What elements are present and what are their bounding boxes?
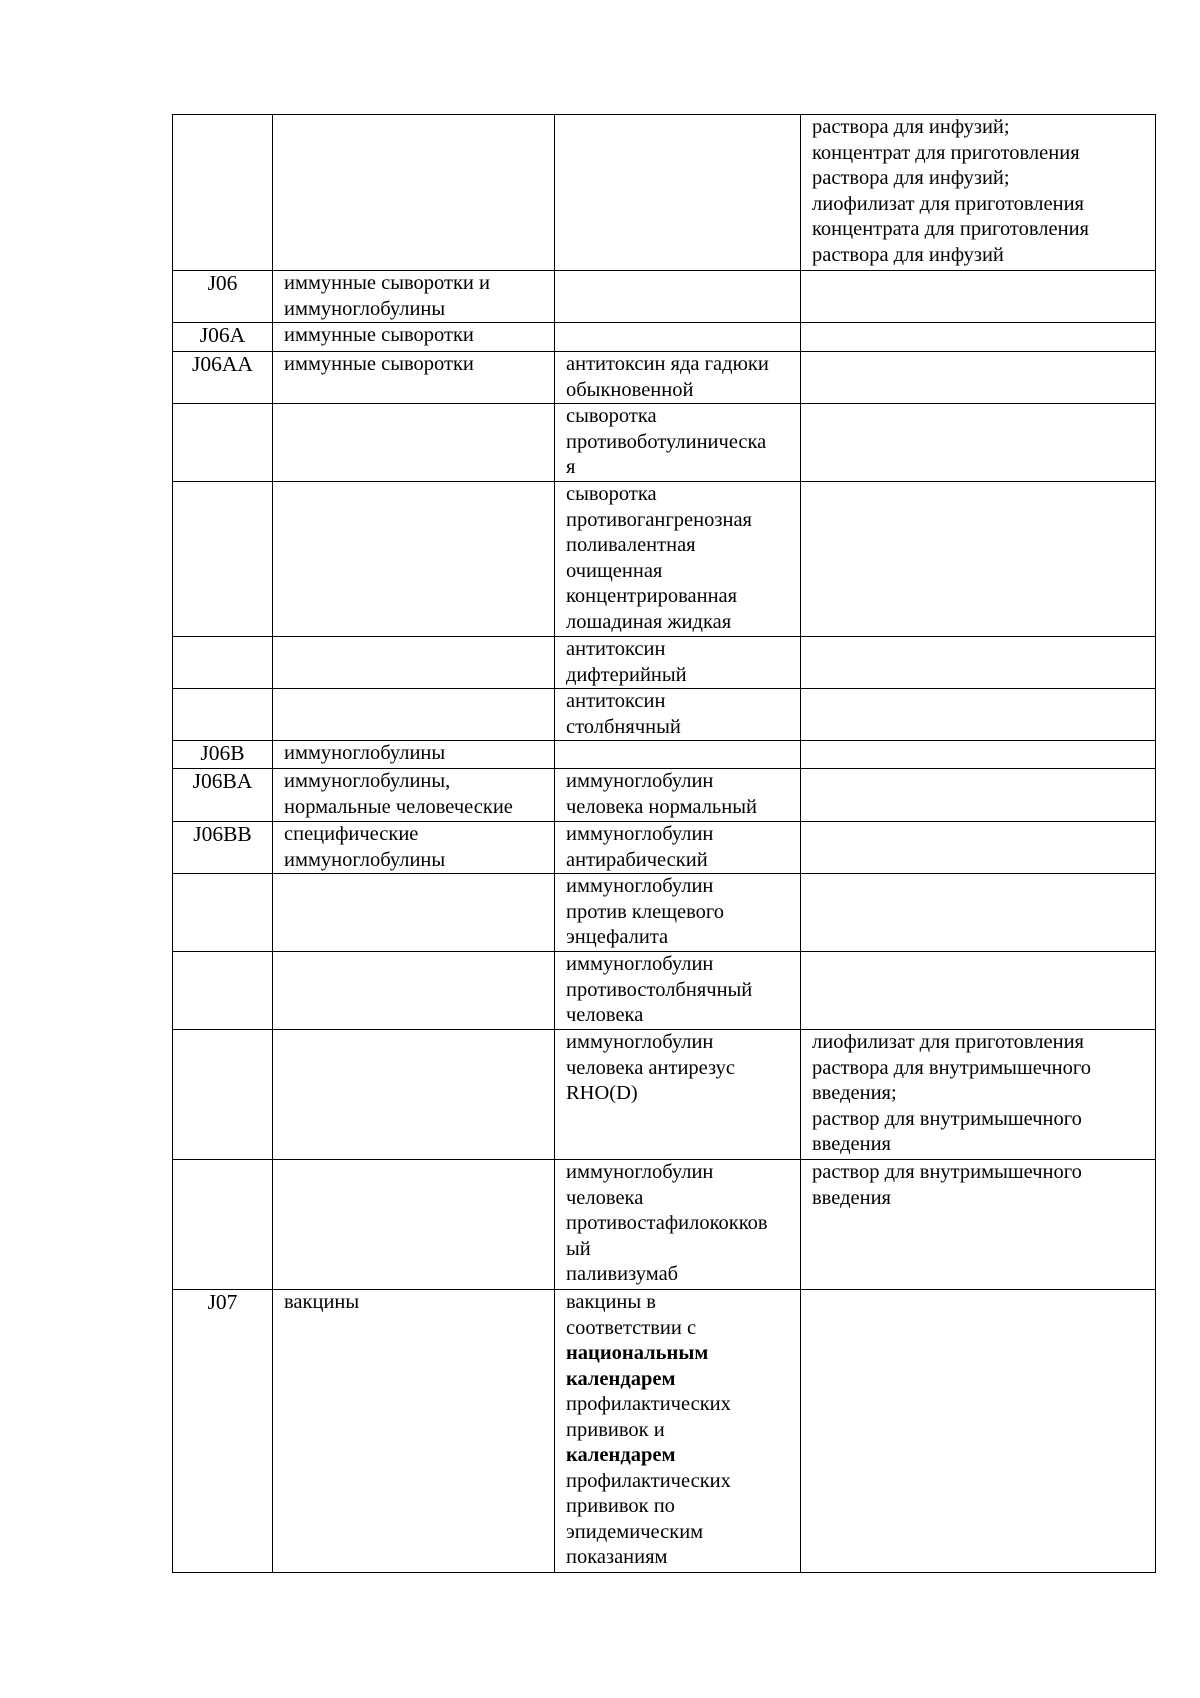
drug-name-cell [555,115,801,271]
atc-code-cell [173,689,273,741]
atc-code-cell [173,115,273,271]
atc-code-cell: J07 [173,1290,273,1573]
table-row [173,1160,1156,1290]
dosage-form-cell [801,741,1156,769]
group-name-cell [273,689,555,741]
group-name-cell [273,874,555,952]
table-row [173,741,1156,769]
group-name-cell: иммунные сыворотки [273,323,555,352]
table-row [173,689,1156,741]
drug-name-cell [555,741,801,769]
group-name-cell [273,1030,555,1160]
atc-code-cell [173,404,273,482]
cell-text: вакцины в соответствии с [566,1291,697,1339]
dosage-form-cell: лиофилизат для приготовления раствора для внутримышечного введения; раствор для внутримышечного введения [801,1030,1156,1160]
atc-code-cell: J06 [173,271,273,323]
group-name-cell: иммунные сыворотки и иммуноглобулины [273,271,555,323]
drug-name-cell: иммуноглобулин против клещевого энцефалита [555,874,801,952]
atc-code-cell: J06AA [173,352,273,404]
atc-code-cell [173,1030,273,1160]
bold-text: национальным календарем [566,1342,709,1390]
table-row [173,952,1156,1030]
drug-name-cell: сыворотка противоботулиническа я [555,404,801,482]
dosage-form-cell [801,404,1156,482]
atc-code-cell [173,874,273,952]
group-name-cell: специфические иммуноглобулины [273,822,555,874]
drug-name-cell: антитоксин дифтерийный [555,637,801,689]
cell-text: профилактических прививок по эпидемическим показаниям [566,1469,731,1568]
dosage-form-cell [801,637,1156,689]
dosage-form-cell [801,323,1156,352]
bold-text: календарем [566,1444,676,1466]
table-row [173,323,1156,352]
group-name-cell: вакцины [273,1290,555,1573]
table-row [173,822,1156,874]
table-row [173,874,1156,952]
drug-name-cell: иммуноглобулин человека противостафилококков ый паливизумаб [555,1160,801,1290]
dosage-form-cell [801,822,1156,874]
dosage-form-cell [801,769,1156,822]
group-name-cell: иммуноглобулины [273,741,555,769]
table-row [173,1030,1156,1160]
group-name-cell: иммунные сыворотки [273,352,555,404]
dosage-form-cell: раствор для внутримышечного введения [801,1160,1156,1290]
drug-name-cell [555,271,801,323]
drug-name-cell [555,1290,801,1573]
table-row [173,115,1156,271]
group-name-cell [273,637,555,689]
table-row [173,352,1156,404]
drug-name-cell [555,323,801,352]
group-name-cell: иммуноглобулины, нормальные человеческие [273,769,555,822]
dosage-form-cell [801,874,1156,952]
dosage-form-cell [801,689,1156,741]
atc-code-cell [173,637,273,689]
cell-text: профилактических прививок и [566,1393,731,1441]
dosage-form-cell [801,482,1156,637]
dosage-form-cell [801,952,1156,1030]
group-name-cell [273,115,555,271]
atc-code-cell [173,952,273,1030]
drug-name-cell: антитоксин яда гадюки обыкновенной [555,352,801,404]
atc-code-cell: J06BA [173,769,273,822]
table-row [173,1290,1156,1573]
group-name-cell [273,482,555,637]
group-name-cell [273,952,555,1030]
table-row [173,637,1156,689]
atc-code-cell: J06A [173,323,273,352]
atc-code-cell [173,482,273,637]
drug-name-cell: иммуноглобулин противостолбнячный человека [555,952,801,1030]
drug-name-cell: сыворотка противогангренозная поливалентная очищенная концентрированная лошадиная жидкая [555,482,801,637]
drug-classification-table [172,114,1156,1573]
drug-name-cell: иммуноглобулин человека нормальный [555,769,801,822]
dosage-form-cell [801,1290,1156,1573]
dosage-form-cell: раствора для инфузий; концентрат для приготовления раствора для инфузий; лиофилизат для приготовления концентрата для приготовления раствора для инфузий [801,115,1156,271]
drug-name-cell: иммуноглобулин антирабический [555,822,801,874]
drug-name-cell: иммуноглобулин человека антирезус RHO(D) [555,1030,801,1160]
atc-code-cell [173,1160,273,1290]
group-name-cell [273,1160,555,1290]
dosage-form-cell [801,352,1156,404]
table-body [173,115,1156,1573]
group-name-cell [273,404,555,482]
table-row [173,482,1156,637]
atc-code-cell: J06B [173,741,273,769]
dosage-form-cell [801,271,1156,323]
drug-name-cell: антитоксин столбнячный [555,689,801,741]
table-row [173,769,1156,822]
atc-code-cell: J06BB [173,822,273,874]
table-row [173,271,1156,323]
table-row [173,404,1156,482]
